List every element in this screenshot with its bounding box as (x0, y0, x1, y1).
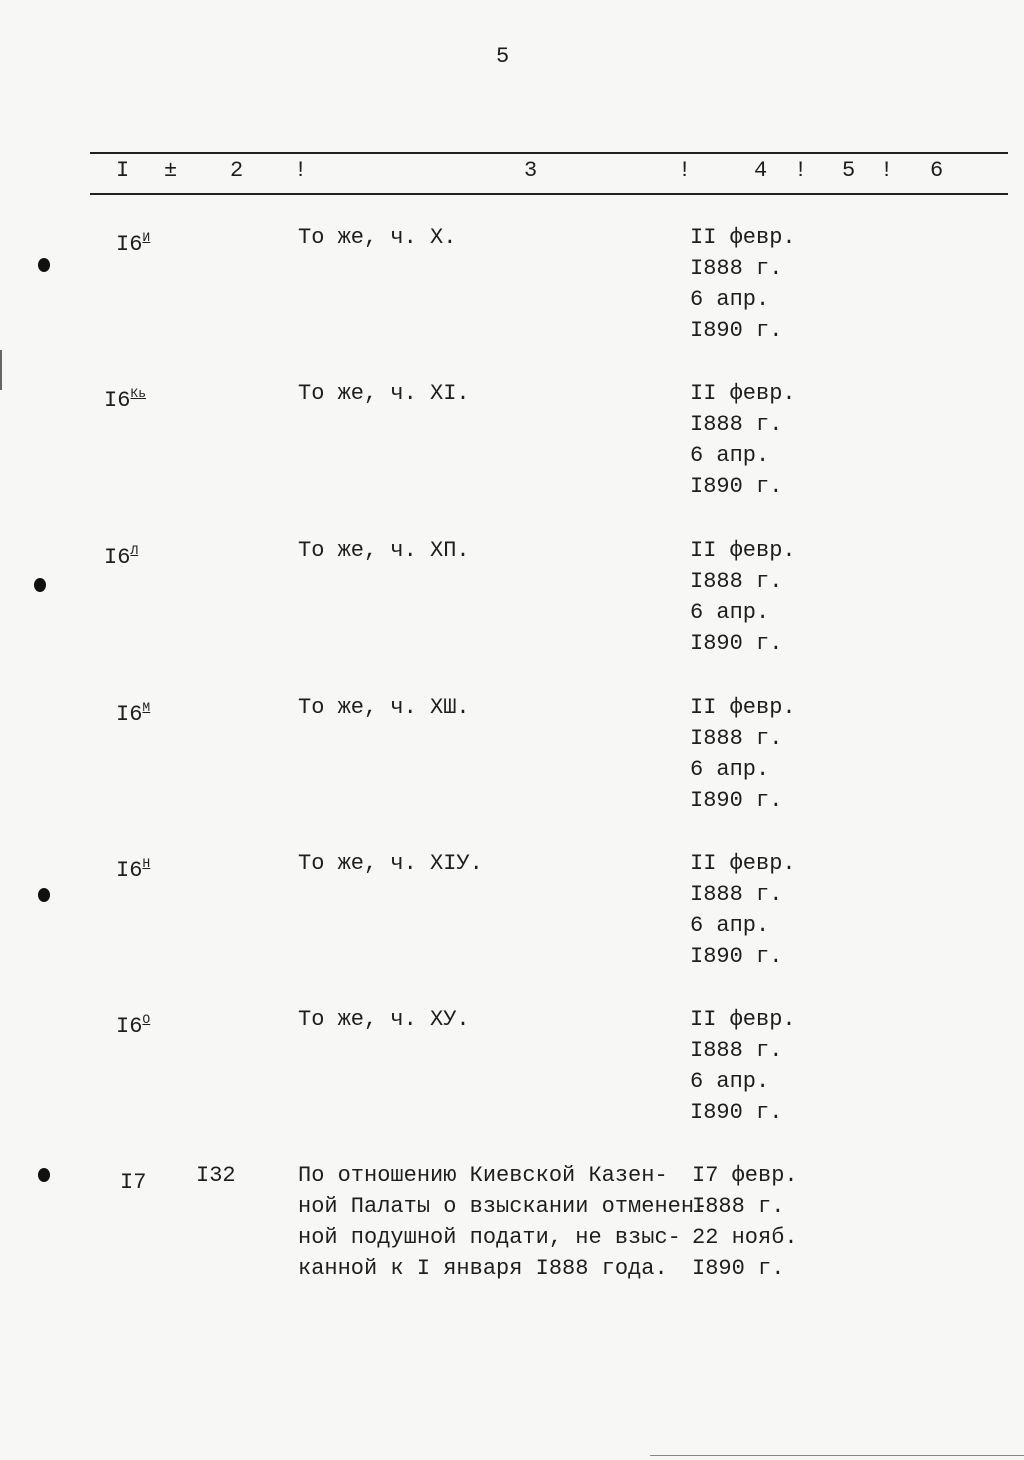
entry-number: $I6^Л$ (104, 543, 139, 570)
entry-date-line: I890 г. (690, 1100, 783, 1125)
entry-description: То же, ч. XIУ. (298, 851, 483, 876)
entry-description: То же, ч. XI. (298, 381, 470, 406)
entry-date-line: 22 нояб. (692, 1225, 798, 1250)
punch-hole-mark (38, 1168, 50, 1182)
margin-scan-line (0, 350, 2, 390)
entry-suffix: Л (130, 543, 139, 558)
entry-date-line: II февр. (690, 225, 796, 250)
entry-dates (690, 535, 796, 659)
entry-date-line: 6 апр. (690, 913, 770, 938)
header-col-3: 3 (524, 158, 538, 183)
entry-description: То же, ч. Х. (298, 225, 457, 250)
entry-number: $I6^Н$ (116, 856, 151, 883)
header-col-5: 5 (842, 158, 856, 183)
entry-date-line: I888 г. (690, 412, 783, 437)
entry-date-line: 6 апр. (690, 287, 770, 312)
entry-date-line: I890 г. (690, 318, 783, 343)
entry-date-line: I888 г. (690, 882, 783, 907)
page-number: 5 (496, 44, 510, 69)
entry-number: I7 (120, 1170, 147, 1195)
entry-description: То же, ч. ХУ. (298, 1007, 470, 1032)
entry-dates (690, 222, 796, 346)
entry-date-line: 6 апр. (690, 443, 770, 468)
entry-suffix: Н (142, 856, 151, 871)
entry-date-line: II февр. (690, 1007, 796, 1032)
header-separator-1: ± (164, 158, 178, 183)
entry-dates (690, 378, 796, 502)
entry-dates (690, 1004, 796, 1128)
table-top-rule (90, 152, 1008, 154)
entry-date-line: I888 г. (692, 1194, 785, 1219)
punch-hole-mark (38, 258, 50, 272)
entry-date-line: 6 апр. (690, 600, 770, 625)
header-separator-2: ! (294, 158, 308, 183)
entry-date-line: I888 г. (690, 569, 783, 594)
entry-date-line: I888 г. (690, 726, 783, 751)
bottom-scan-line (650, 1455, 1024, 1456)
entry-date-line: I890 г. (690, 474, 783, 499)
punch-hole-mark (38, 888, 50, 902)
header-col-6: 6 (930, 158, 944, 183)
entry-number: $I6^{Кь}$ (104, 386, 147, 413)
entry-number: $I6^О$ (116, 1012, 151, 1039)
entry-description: То же, ч. ХП. (298, 538, 470, 563)
entry-date-line: I888 г. (690, 256, 783, 281)
entry-date-line: I7 февр. (692, 1163, 798, 1188)
entry-suffix: Кь (130, 386, 147, 401)
entry-dates (690, 848, 796, 972)
entry-number: $I6^М$ (116, 700, 151, 727)
entry-number: $I6^И$ (116, 230, 151, 257)
header-col-2: 2 (230, 158, 244, 183)
entry-date-line: II февр. (690, 695, 796, 720)
entry-dates (692, 1160, 798, 1284)
entry-date-line: 6 апр. (690, 1069, 770, 1094)
header-separator-3: ! (678, 158, 692, 183)
entry-dates (690, 692, 796, 816)
entry-suffix: О (142, 1012, 151, 1027)
entry-date-line: II февр. (690, 381, 796, 406)
entry-date-line: I890 г. (690, 631, 783, 656)
table-header-rule (90, 193, 1008, 195)
entry-date-line: I890 г. (692, 1256, 785, 1281)
entry-description: То же, ч. ХШ. (298, 695, 470, 720)
header-col-4: 4 (754, 158, 768, 183)
table-header (0, 158, 1024, 188)
entry-suffix: И (142, 230, 151, 245)
entry-date-line: II февр. (690, 538, 796, 563)
entry-archive-number: I32 (196, 1163, 236, 1188)
punch-hole-mark (34, 578, 46, 592)
header-separator-4: ! (794, 158, 808, 183)
entry-date-line: 6 апр. (690, 757, 770, 782)
entry-date-line: II февр. (690, 851, 796, 876)
header-col-1: I (116, 158, 130, 183)
entry-suffix: М (142, 700, 151, 715)
entry-date-line: I890 г. (690, 944, 783, 969)
entry-description: По отношению Киевской Казен- ной Палаты о взыскании отменен- ной подушной подати, не взыс- канной к I января I888 года. (298, 1163, 708, 1281)
entry-date-line: I890 г. (690, 788, 783, 813)
entry-date-line: I888 г. (690, 1038, 783, 1063)
header-separator-5: ! (880, 158, 894, 183)
